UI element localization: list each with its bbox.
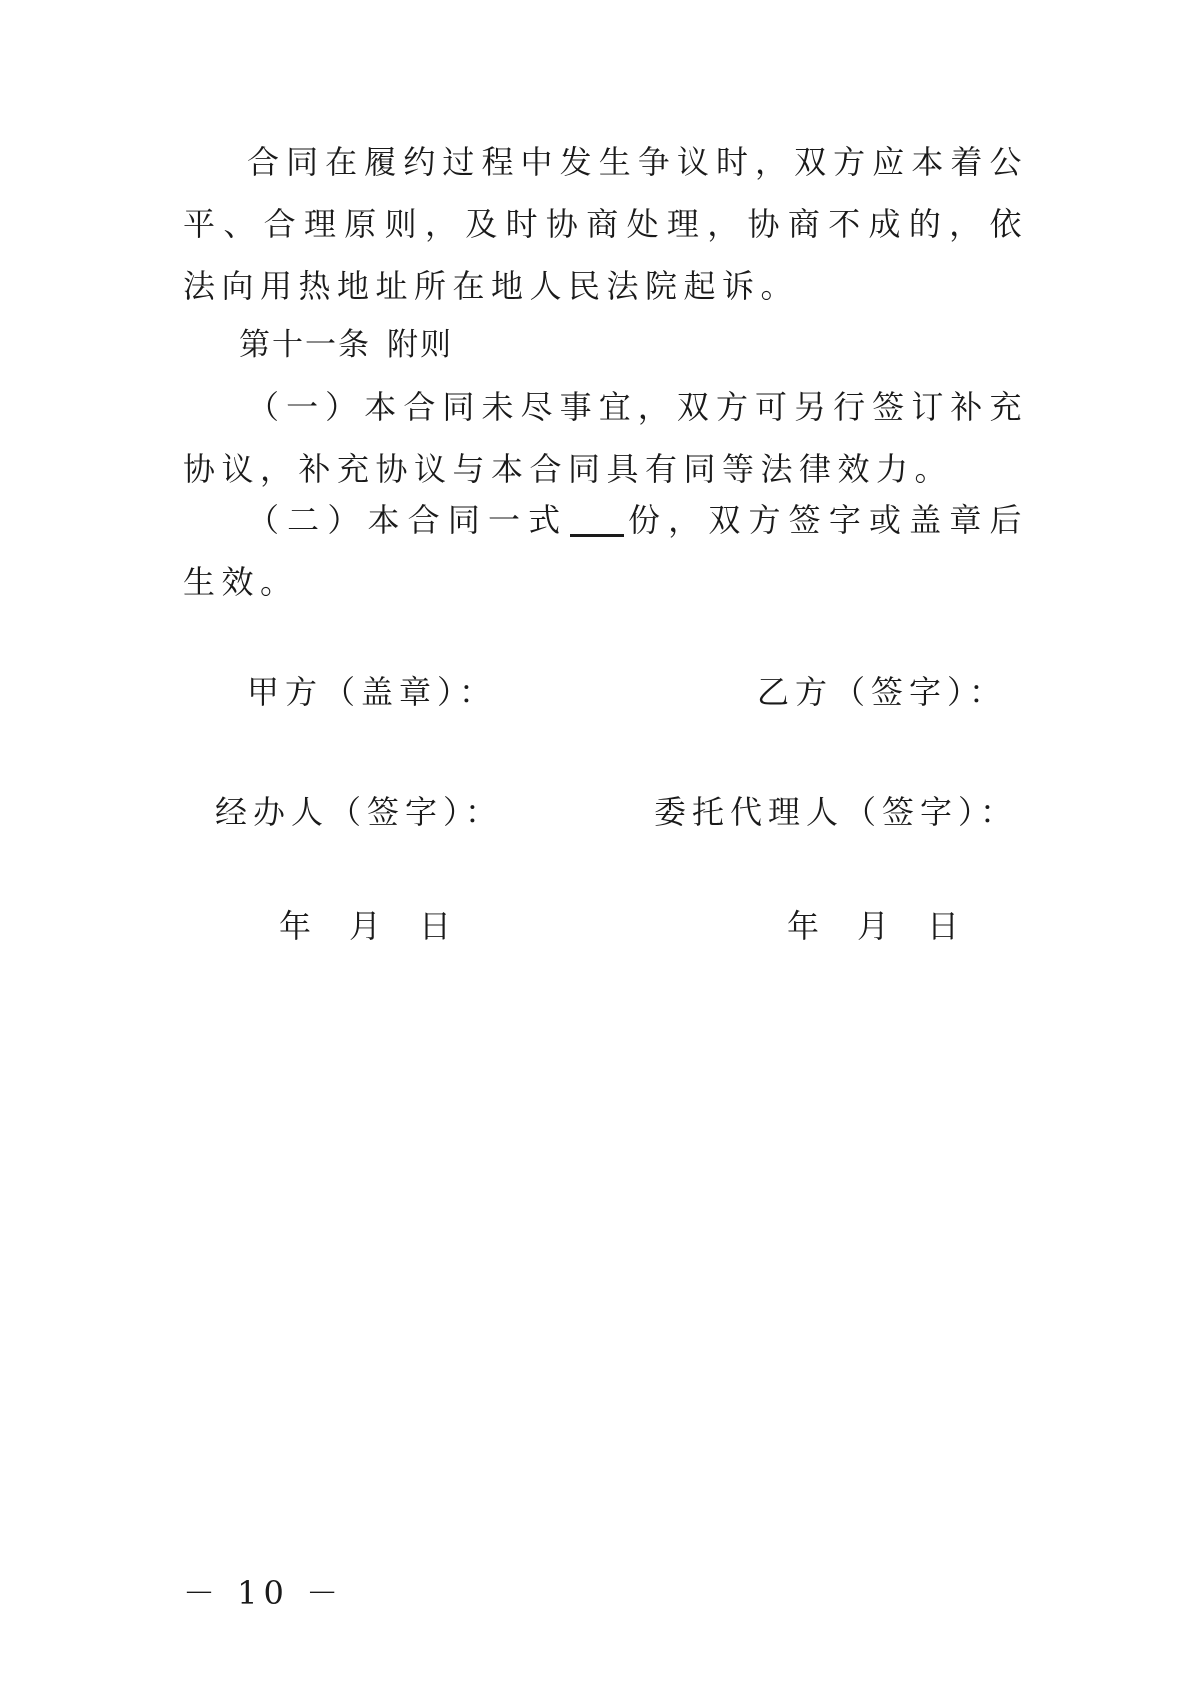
clause-2-before: （二）本合同一式 [247, 501, 569, 539]
article-number: 第十一条 [239, 327, 371, 363]
clause-2-after: 份，双方签字或盖章后生效。 [183, 501, 1028, 601]
year-label: 年 [787, 907, 820, 945]
copies-blank [570, 500, 624, 537]
handler-signature-label: 经办人（签字）： [215, 793, 504, 831]
article-heading [183, 314, 1028, 376]
clause-2 [183, 489, 1028, 613]
month-label: 月 [349, 907, 382, 945]
year-label: 年 [279, 907, 312, 945]
party-b-date [787, 906, 959, 946]
party-a-seal-label: 甲方（盖章）： [247, 673, 498, 711]
agent-signature-label: 委托代理人（签字）： [654, 793, 1019, 831]
day-label: 日 [927, 907, 960, 945]
month-label: 月 [857, 907, 890, 945]
party-a-date [279, 906, 451, 946]
article-title: 附则 [387, 327, 453, 363]
page-number: － 10 － [183, 1574, 345, 1612]
party-b-signature-label: 乙方（签字）： [757, 673, 1008, 711]
paragraph-dispute: 合同在履约过程中发生争议时，双方应本着公平、合理原则，及时协商处理，协商不成的，依法向用热地址所在地人民法院起诉。 [183, 143, 1028, 305]
clause-1: （一）本合同未尽事宜，双方可另行签订补充协议，补充协议与本合同具有同等法律效力。 [183, 388, 1028, 488]
day-label: 日 [419, 907, 452, 945]
